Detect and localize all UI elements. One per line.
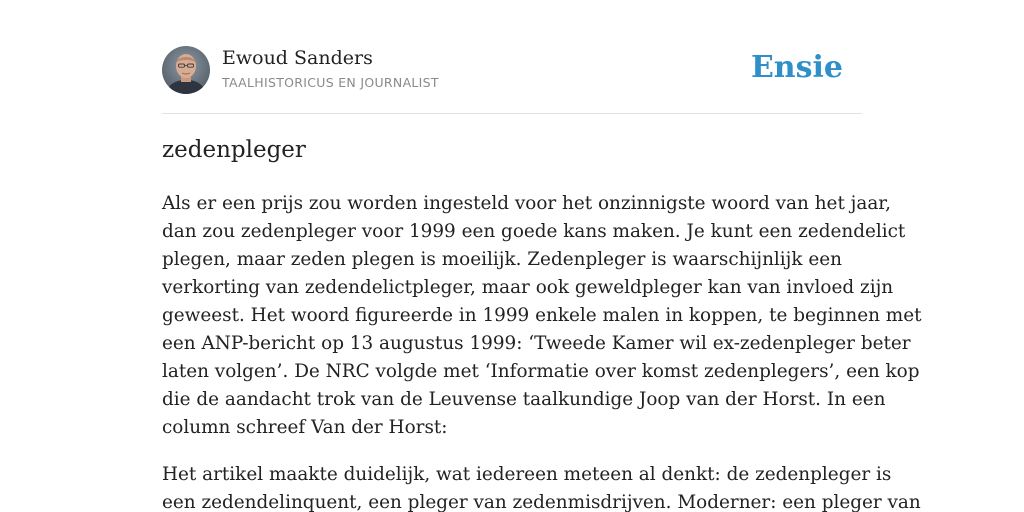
article-body [162, 190, 922, 512]
person-avatar-icon[interactable] [162, 46, 210, 94]
text-line: Het artikel maakte duidelijk, wat iedereen meteen al denkt: de zedenpleger is [162, 464, 892, 485]
text-line: die de aandacht trok van de Leuvense taalkundige Joop van der Horst. In een [162, 389, 886, 410]
text-line: een zedendelinquent, een pleger van zedenmisdrijven. Moderner: een pleger van [162, 492, 921, 512]
paragraph-2 [162, 461, 921, 512]
avatar-photo [162, 46, 210, 94]
text-line: een ANP-bericht op 13 augustus 1999: ‘Tweede Kamer wil ex-zedenpleger beter [162, 333, 911, 354]
paragraph-1 [162, 190, 922, 442]
author-name[interactable]: Ewoud Sanders [222, 47, 373, 69]
text-line: verkorting van zedendelictpleger, maar ook geweldpleger kan van invloed zijn [162, 277, 894, 298]
article-title: zedenpleger [162, 137, 306, 163]
text-line: geweest. Het woord figureerde in 1999 enkele malen in koppen, te beginnen met [162, 305, 922, 326]
text-line: column schreef Van der Horst: [162, 417, 448, 438]
paragraph-spacer [162, 442, 862, 461]
author-role: TAALHISTORICUS EN JOURNALIST [222, 75, 439, 90]
header-divider [162, 113, 862, 114]
text-line: dan zou zedenpleger voor 1999 een goede kans maken. Je kunt een zedendelict [162, 221, 906, 242]
article-header [162, 46, 862, 96]
text-line: plegen, maar zeden plegen is moeilijk. Zedenpleger is waarschijnlijk een [162, 249, 842, 270]
text-line: Als er een prijs zou worden ingesteld voor het onzinnigste woord van het jaar, [162, 193, 891, 214]
ensie-logo-link[interactable]: Ensie [750, 50, 843, 85]
text-line: laten volgen’. De NRC volgde met ‘Informatie over komst zedenplegers’, een kop [162, 361, 920, 382]
